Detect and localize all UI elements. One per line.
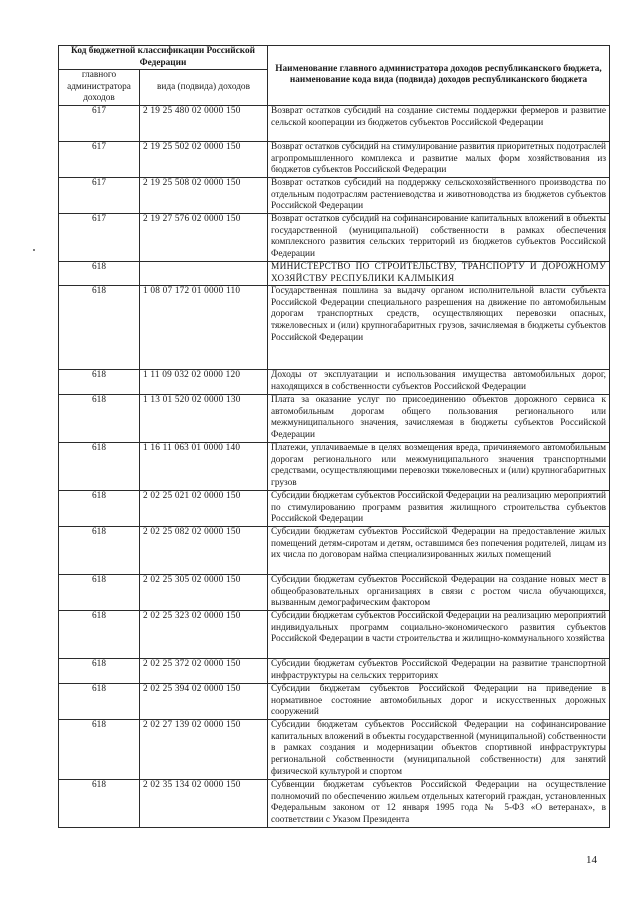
admin-code-cell: 618 [59, 491, 140, 527]
income-name-cell: Платежи, уплачиваемые в целях возмещения вреда, причиняемого автомобильным дорогам регионального или межмуниципального значения транспортными средствами, осуществляющими перевозки тяжеловесных и (или) крупногабаритных грузов [268, 443, 610, 491]
income-name-cell: Возврат остатков субсидий на создание системы поддержки фермеров и развитие сельской кооперации из бюджетов субъектов Российской Федерации [268, 105, 610, 141]
table-row [59, 720, 610, 780]
table-row [59, 684, 610, 720]
table-row [59, 575, 610, 611]
table-row [59, 443, 610, 491]
admin-code-cell: 618 [59, 611, 140, 659]
table-row [59, 780, 610, 828]
income-code-cell: 2 19 25 508 02 0000 150 [140, 177, 268, 213]
income-name-cell: Субвенции бюджетам субъектов Российской Федерации на осуществление полномочий по обеспечению жильем отдельных категорий граждан, установленных Федеральным законом от 12 января 1995 года № 5-ФЗ «О ветеранах», в соответствии с Указом Президента [268, 780, 610, 828]
table-row [59, 395, 610, 443]
admin-code-cell: 618 [59, 575, 140, 611]
income-name-cell: Возврат остатков субсидий на поддержку сельскохозяйственного производства по отдельным подотраслям растениеводства и животноводства из бюджетов субъектов Российской Федерации [268, 177, 610, 213]
income-name-cell: МИНИСТЕРСТВО ПО СТРОИТЕЛЬСТВУ, ТРАНСПОРТУ И ДОРОЖНОМУ ХОЗЯЙСТВУ РЕСПУБЛИКИ КАЛМЫКИЯ [268, 261, 610, 285]
income-name-cell: Доходы от эксплуатации и использования имущества автомобильных дорог, находящихся в собственности субъектов Российской Федерации [268, 370, 610, 395]
income-code-cell: 1 11 09 032 02 0000 120 [140, 370, 268, 395]
income-code-cell: 2 19 25 502 02 0000 150 [140, 141, 268, 177]
income-name-cell: Субсидии бюджетам субъектов Российской Федерации на софинансирование капитальных вложений в объекты государственной (муниципальной) собственности в рамках создания и модернизации объектов спортивной инфраструктуры региональной собственности (муниципальной собственности) для занятий физической культурой и спортом [268, 720, 610, 780]
income-code-cell: 2 02 25 082 02 0000 150 [140, 527, 268, 575]
income-name-cell: Возврат остатков субсидий на софинансирование капитальных вложений в объекты государственной (муниципальной) собственности в рамках обеспечения комплексного развития сельских территорий из бюджетов субъектов Российской Федерации [268, 213, 610, 261]
admin-code-cell: 618 [59, 395, 140, 443]
income-code-cell: 2 02 25 323 02 0000 150 [140, 611, 268, 659]
admin-code-cell: 617 [59, 141, 140, 177]
table-body [59, 105, 610, 827]
admin-code-cell: 618 [59, 370, 140, 395]
income-name-cell: Субсидии бюджетам субъектов Российской Федерации на приведение в нормативное состояние автомобильных дорог и искусственных дорожных сооружений [268, 684, 610, 720]
budget-classification-table [58, 45, 610, 828]
table-row [59, 659, 610, 684]
income-code-cell: 2 19 25 480 02 0000 150 [140, 105, 268, 141]
header-code-group: Код бюджетной классификации Российской Федерации [59, 46, 268, 70]
income-name-cell: Плата за оказание услуг по присоединению объектов дорожного сервиса к автомобильным дорогам общего пользования регионального или межмуниципального значения, зачисляемая в бюджеты субъектов Российской Федерации [268, 395, 610, 443]
income-code-cell [140, 261, 268, 285]
table-row [59, 177, 610, 213]
income-code-cell: 2 02 27 139 02 0000 150 [140, 720, 268, 780]
income-code-cell: 2 02 35 134 02 0000 150 [140, 780, 268, 828]
income-code-cell: 1 13 01 520 02 0000 130 [140, 395, 268, 443]
admin-code-cell: 618 [59, 527, 140, 575]
admin-code-cell: 618 [59, 780, 140, 828]
income-name-cell: Субсидии бюджетам субъектов Российской Федерации на создание новых мест в общеобразовательных организациях в связи с ростом числа обучающихся, вызванным демографическим фактором [268, 575, 610, 611]
admin-code-cell: 618 [59, 659, 140, 684]
table-row [59, 527, 610, 575]
income-code-cell: 2 19 27 576 02 0000 150 [140, 213, 268, 261]
income-name-cell: Субсидии бюджетам субъектов Российской Федерации на реализацию мероприятий индивидуальных программ социально-экономического развития субъектов Российской Федерации в части строительства и жилищно-коммунального хозяйства [268, 611, 610, 659]
income-code-cell: 2 02 25 394 02 0000 150 [140, 684, 268, 720]
admin-code-cell: 617 [59, 213, 140, 261]
page-number: 14 [586, 854, 597, 866]
table-row [59, 105, 610, 141]
admin-code-cell: 617 [59, 177, 140, 213]
income-code-cell: 2 02 25 372 02 0000 150 [140, 659, 268, 684]
header-name-column: Наименование главного администратора доходов республиканского бюджета, наименование кода вида (подвида) доходов республиканского бюджета [268, 46, 610, 106]
admin-code-cell: 617 [59, 105, 140, 141]
income-name-cell: Субсидии бюджетам субъектов Российской Федерации на развитие транспортной инфраструктуры на сельских территориях [268, 659, 610, 684]
income-code-cell: 1 08 07 172 01 0000 110 [140, 286, 268, 370]
table-row [59, 491, 610, 527]
header-kind-column: вида (подвида) доходов [140, 70, 268, 106]
admin-code-cell: 618 [59, 261, 140, 285]
admin-code-cell: 618 [59, 443, 140, 491]
table-row [59, 141, 610, 177]
table-row [59, 213, 610, 261]
admin-code-cell: 618 [59, 720, 140, 780]
income-name-cell: Субсидии бюджетам субъектов Российской Федерации на реализацию мероприятий по стимулированию программ развития жилищного строительства субъектов Российской Федерации [268, 491, 610, 527]
section-heading-row [59, 261, 610, 285]
admin-code-cell: 618 [59, 684, 140, 720]
income-name-cell: Возврат остатков субсидий на стимулирование развития приоритетных подотраслей агропромышленного комплекса и развитие малых форм хозяйствования из бюджетов субъектов Российской Федерации [268, 141, 610, 177]
table-row [59, 370, 610, 395]
income-name-cell: Государственная пошлина за выдачу органом исполнительной власти субъекта Российской Федерации специального разрешения на движение по автомобильным дорогам транспортных средств, осуществляющих перевозки опасных, тяжеловесных и (или) крупногабаритных грузов, зачисляемая в бюджеты субъектов Российской Федерации [268, 286, 610, 370]
header-admin-column: главного администратора доходов [59, 70, 140, 106]
income-code-cell: 2 02 25 305 02 0000 150 [140, 575, 268, 611]
table-row [59, 611, 610, 659]
margin-mark [33, 249, 35, 251]
admin-code-cell: 618 [59, 286, 140, 370]
table-row [59, 286, 610, 370]
income-code-cell: 2 02 25 021 02 0000 150 [140, 491, 268, 527]
income-name-cell: Субсидии бюджетам субъектов Российской Федерации на предоставление жилых помещений детям-сиротам и детям, оставшимся без попечения родителей, лицам из их числа по договорам найма специализированных жилых помещений [268, 527, 610, 575]
income-code-cell: 1 16 11 063 01 0000 140 [140, 443, 268, 491]
